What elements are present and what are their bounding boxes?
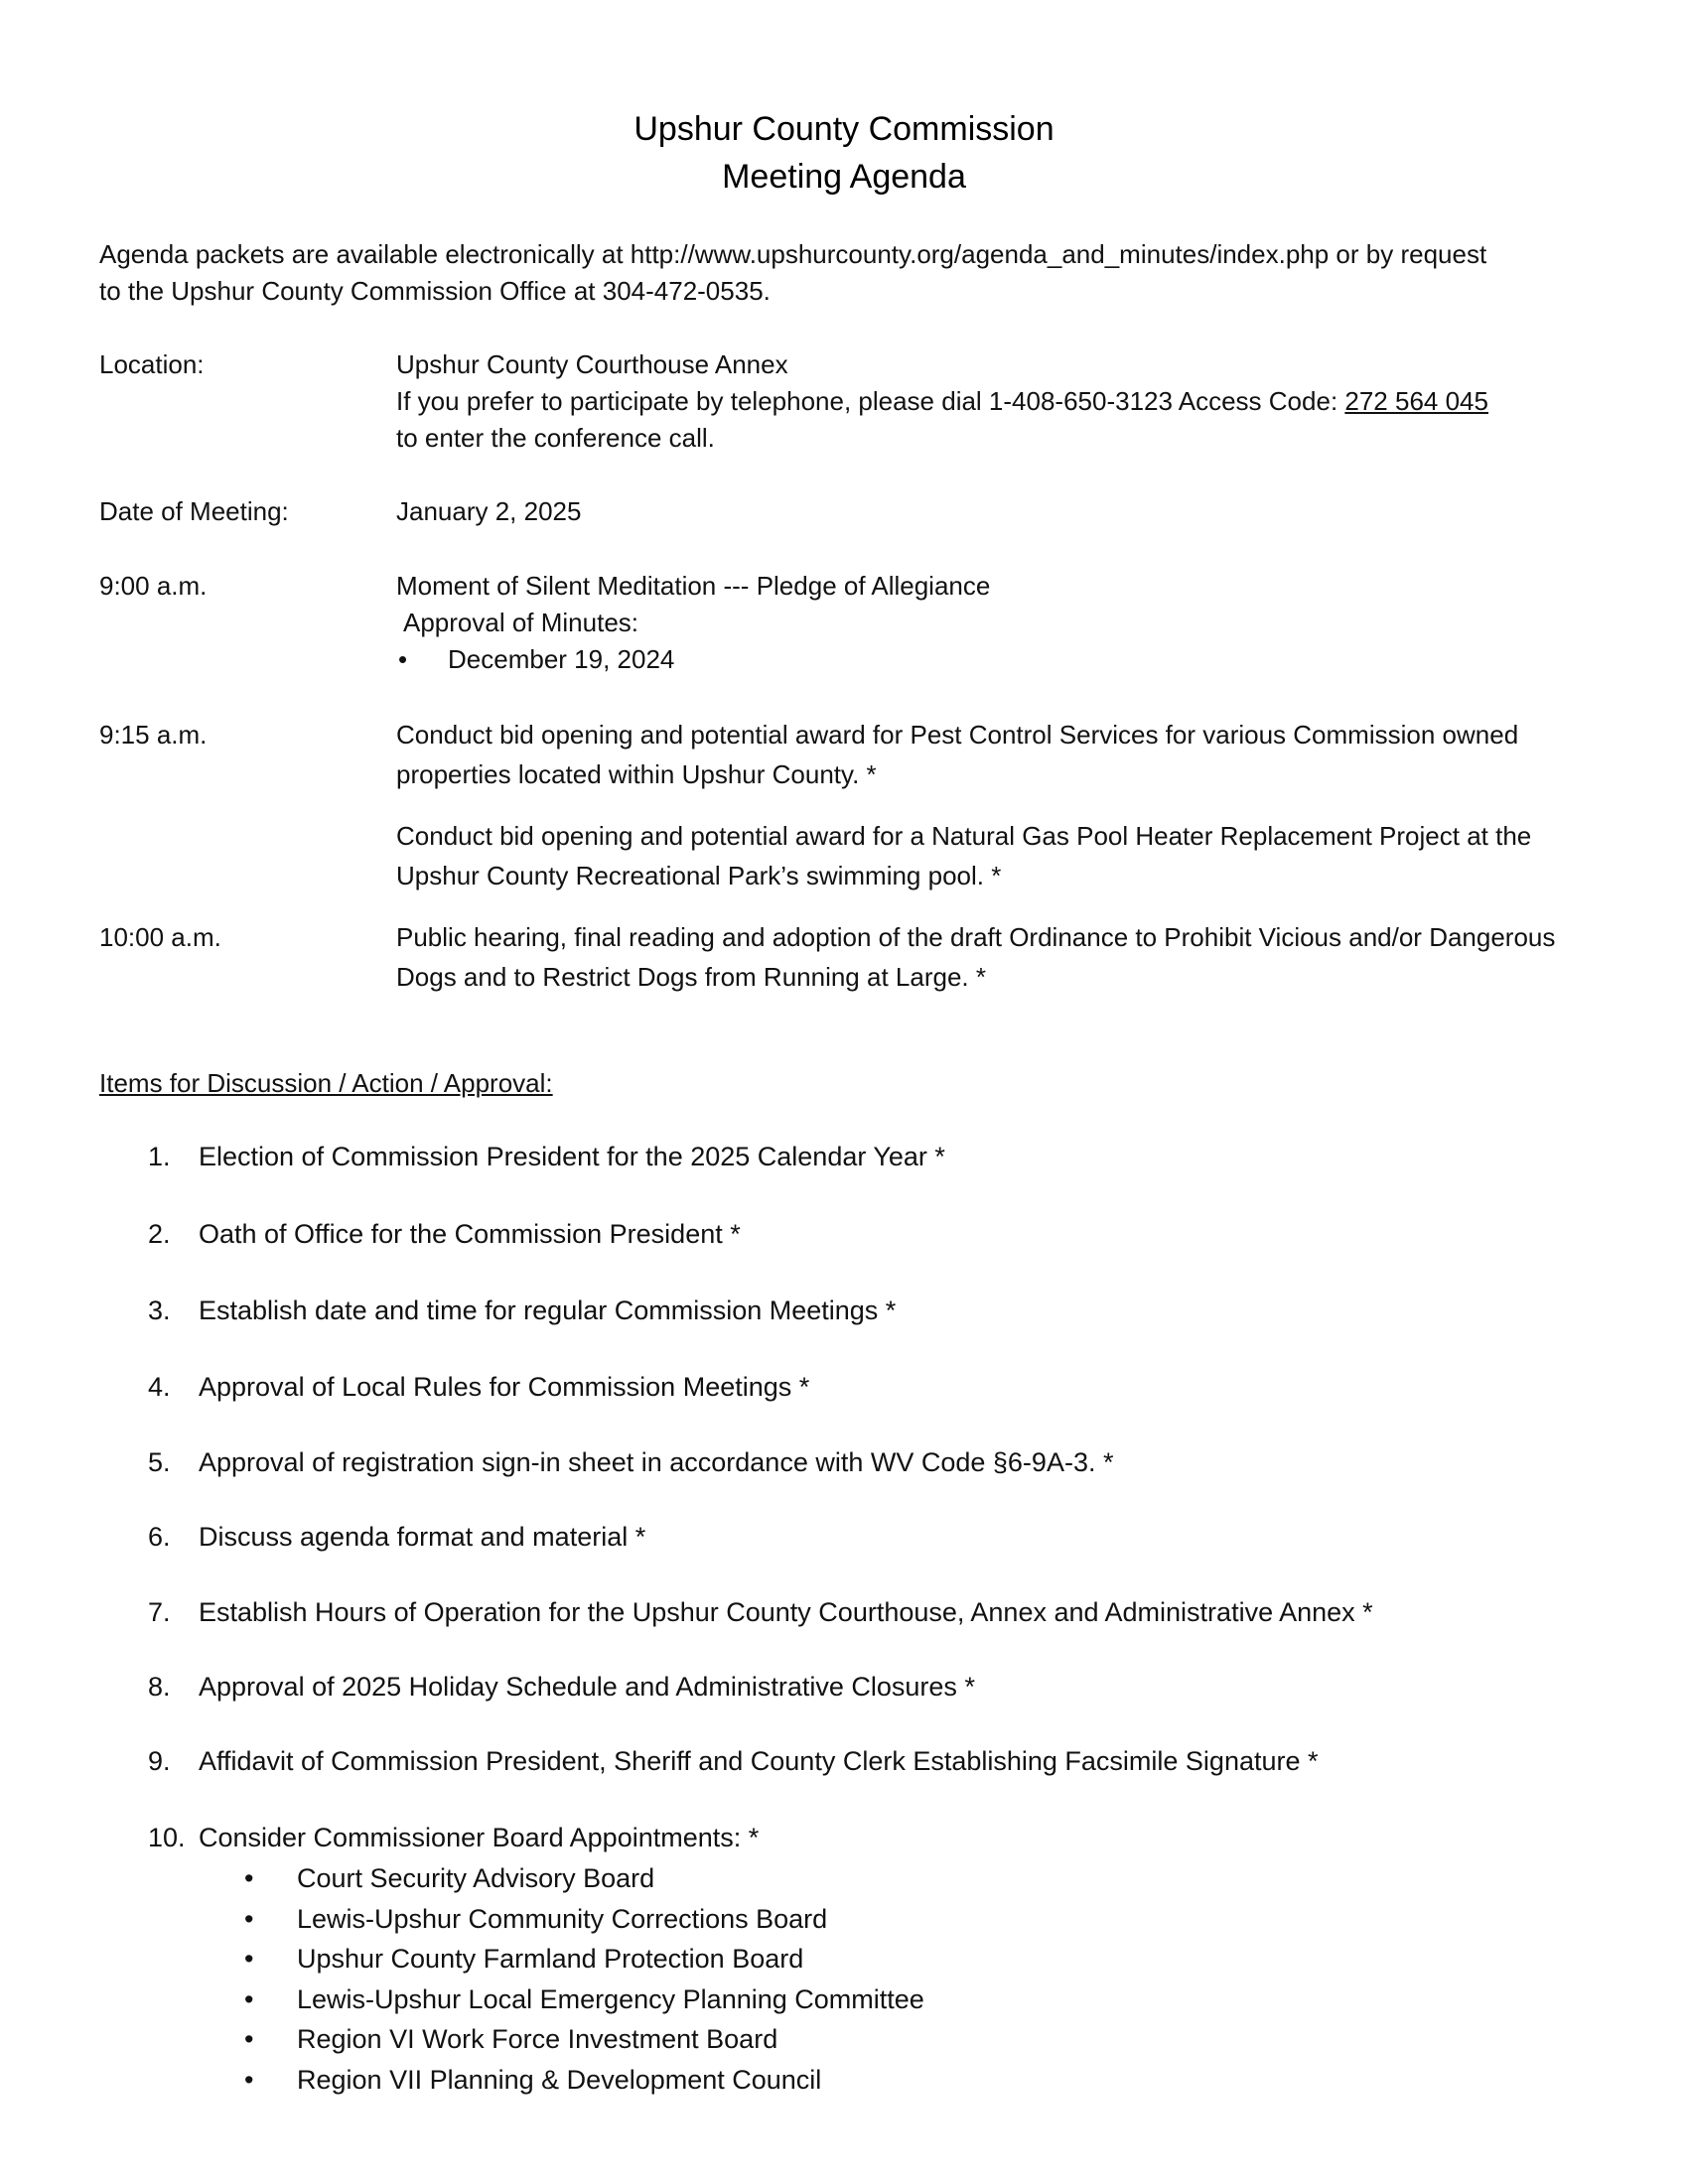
board-list-item [244, 1979, 924, 2020]
time-label-1000: 10:00 a.m. [99, 922, 221, 952]
list-item [99, 1594, 1609, 1631]
schedule-915-para1: Conduct bid opening and potential award for Pest Control Services for various Commission owned properties located within Upshur County. * [396, 720, 1519, 789]
item-text: Oath of Office for the Commission President * [199, 1219, 741, 1249]
schedule-1000-para1: Public hearing, final reading and adoption of the draft Ordinance to Prohibit Vicious and/or Dangerous Dogs and to Restrict Dogs from Running at Large. * [396, 922, 1556, 992]
minutes-list-item [396, 641, 1588, 678]
list-item [99, 1293, 1609, 1329]
access-code: 272 564 045 [1344, 386, 1488, 416]
list-item [99, 1519, 1609, 1556]
page-subtitle: Meeting Agenda [722, 158, 966, 196]
item-text: Approval of 2025 Holiday Schedule and Administrative Closures * [199, 1672, 975, 1702]
item-text: Election of Commission President for the 2025 Calendar Year * [199, 1142, 945, 1171]
item-number: 7. [148, 1597, 171, 1627]
schedule-915-para2: Conduct bid opening and potential award for a Natural Gas Pool Heater Replacement Project at the Upshur County Recreational Park’s swimming pool. * [396, 821, 1532, 890]
board-list-item [244, 2019, 924, 2060]
item-text: Approval of registration sign-in sheet in accordance with WV Code §6-9A-3. * [199, 1447, 1114, 1477]
bullet-icon: • [398, 644, 408, 674]
location-details [396, 346, 1588, 457]
bullet-icon: • [244, 1983, 254, 2014]
schedule-900 [396, 568, 1588, 678]
board-name: Court Security Advisory Board [297, 1863, 655, 1893]
board-name: Upshur County Farmland Protection Board [297, 1944, 804, 1974]
item-text: Affidavit of Commission President, Sheriff and County Clerk Establishing Facsimile Signature * [199, 1746, 1319, 1776]
intro-line-1: Agenda packets are available electronically at http://www.upshurcounty.org/agenda_and_minutes/index.php or by request [99, 239, 1487, 269]
item-number: 9. [148, 1746, 171, 1776]
item-text: Approval of Local Rules for Commission Meetings * [199, 1372, 810, 1402]
section-heading: Items for Discussion / Action / Approval: [99, 1068, 553, 1098]
date-value: January 2, 2025 [396, 496, 582, 526]
board-appointments-list [244, 1858, 924, 2100]
item-text: Discuss agenda format and material * [199, 1522, 646, 1552]
page-title: Upshur County Commission [633, 110, 1055, 148]
board-list-item [244, 1939, 924, 1979]
item-number: 5. [148, 1447, 171, 1477]
board-list-item [244, 1858, 924, 1899]
board-list-item [244, 1899, 924, 1940]
board-name: Lewis-Upshur Community Corrections Board [297, 1903, 828, 1934]
location-place: Upshur County Courthouse Annex [396, 349, 788, 379]
bullet-icon: • [244, 1944, 254, 1974]
item-number: 10. [148, 1823, 186, 1852]
location-label: Location: [99, 349, 205, 379]
item-number: 6. [148, 1522, 171, 1552]
item-text: Establish Hours of Operation for the Upshur County Courthouse, Annex and Administrative Annex * [199, 1597, 1373, 1627]
item-number: 1. [148, 1142, 171, 1171]
bullet-icon: • [244, 1863, 254, 1893]
intro-line-2: to the Upshur County Commission Office at 304-472-0535. [99, 276, 771, 306]
item-text: Consider Commissioner Board Appointments: * [199, 1823, 760, 1852]
item-number: 2. [148, 1219, 171, 1249]
location-phone [396, 383, 1588, 420]
bullet-icon: • [244, 1903, 254, 1934]
board-list-item [244, 2060, 924, 2101]
phone-instructions: If you prefer to participate by telephone, please dial 1-408-650-3123 Access Code: [396, 386, 1345, 416]
bullet-icon: • [244, 2064, 254, 2095]
board-name: Region VI Work Force Investment Board [297, 2024, 778, 2054]
item-number: 8. [148, 1672, 171, 1702]
time-label-900: 9:00 a.m. [99, 571, 208, 601]
date-label: Date of Meeting: [99, 496, 289, 526]
time-label-915: 9:15 a.m. [99, 720, 208, 750]
phone-instructions-end: to enter the conference call. [396, 423, 715, 453]
list-item [99, 1369, 1609, 1406]
board-name: Lewis-Upshur Local Emergency Planning Committee [297, 1983, 924, 2014]
list-item [99, 1444, 1609, 1481]
minutes-date: December 19, 2024 [448, 644, 675, 674]
item-number: 4. [148, 1372, 171, 1402]
list-item [99, 1216, 1609, 1253]
board-name: Region VII Planning & Development Council [297, 2064, 822, 2095]
list-item [99, 1669, 1609, 1706]
bullet-icon: • [244, 2024, 254, 2054]
schedule-900-line1: Moment of Silent Meditation --- Pledge of Allegiance [396, 571, 991, 601]
list-item [99, 1139, 1609, 1175]
schedule-900-line2: Approval of Minutes: [403, 608, 639, 637]
intro-paragraph [99, 236, 1609, 310]
item-number: 3. [148, 1296, 171, 1325]
list-item [99, 1820, 1609, 1856]
item-text: Establish date and time for regular Commission Meetings * [199, 1296, 897, 1325]
list-item [99, 1743, 1609, 1780]
